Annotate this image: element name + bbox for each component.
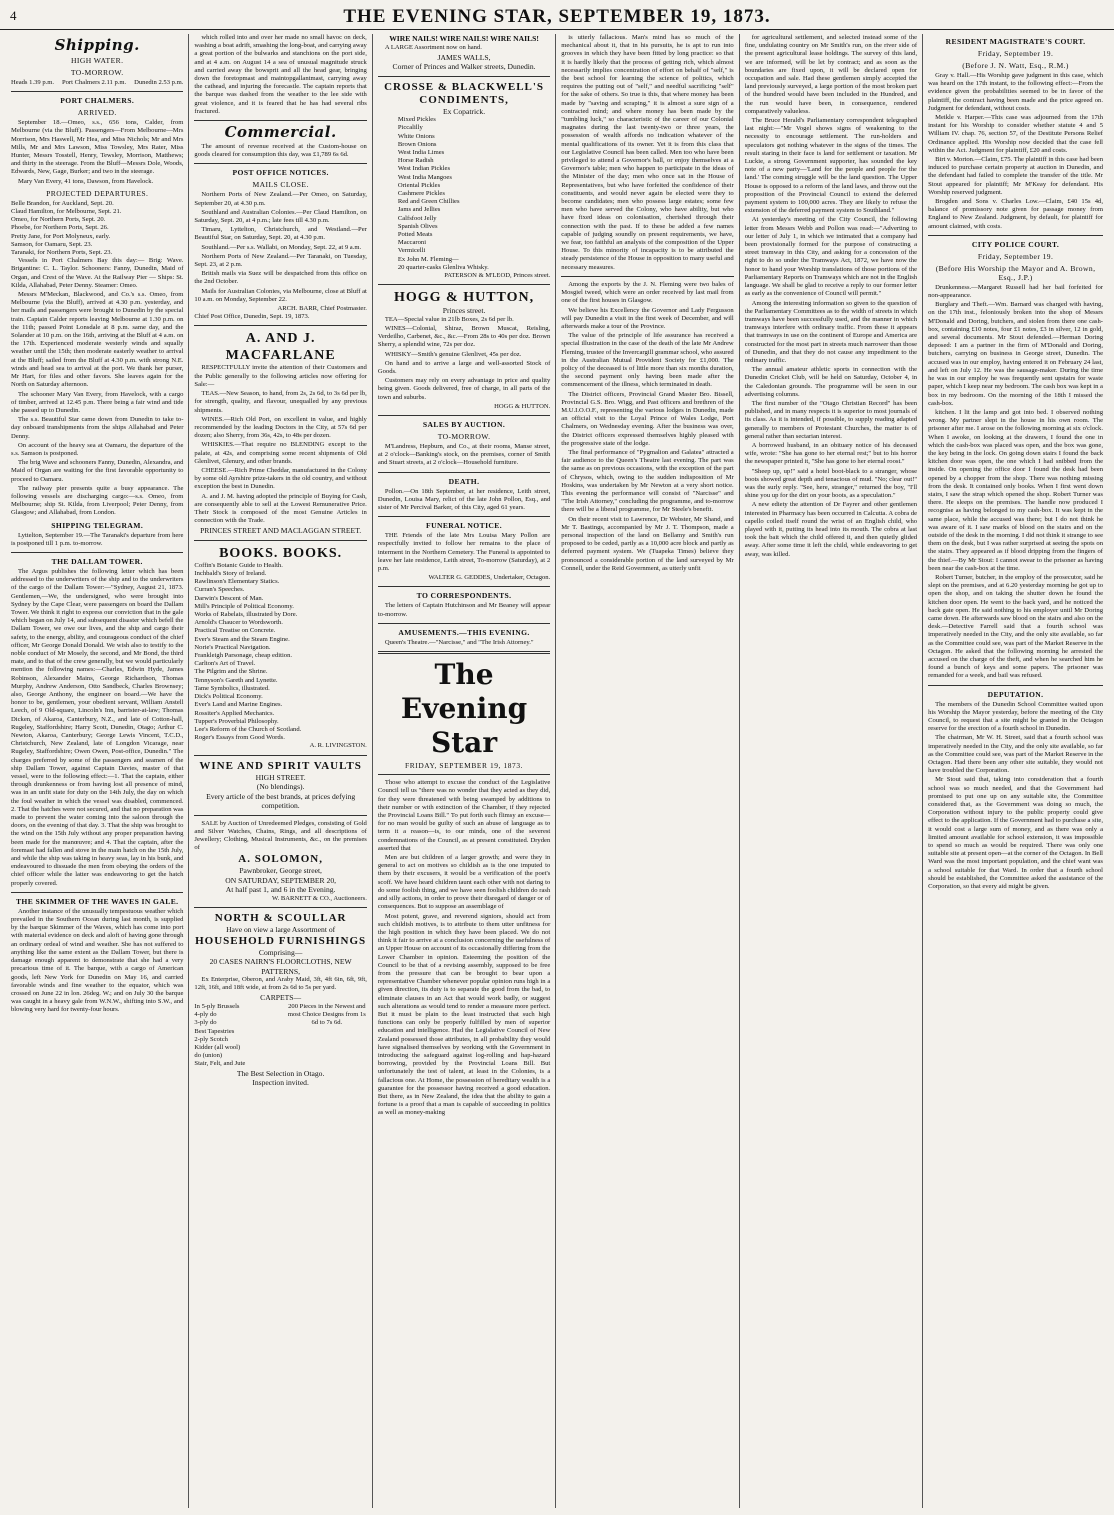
skimmer-article: Another instance of the unusually tempestuous weather which prevailed in the Southern Ocean during last month, is supplied by the barque Skimmer of the Waves, which has come into port with material evidence on deck and aloft of having gone through an ordinary ordeal of wind and weather. She has not suffered to anything like the same extent as the Dallam Tower, but there is damage enough apparent to demonstrate that she had a very precarious time of it. The barque, with a cargo of American goods, left New York for Dunedin on May 16, and carried favorable winds and fine weather to the equator, which was crossed on June 22 in lon. 26deg. W.; and on July 30 the barque was caught in a heavy gale from W.N.W., shifting into S.W., and blowing very hard for twenty-four hours.: [11, 907, 184, 1014]
book-4: Curran's Speeches.: [194, 586, 245, 594]
police-court-bench: (Before His Worship the Mayor and A. Brown, Esq., J.P.): [935, 263, 1096, 282]
carpet-7: do (union): [194, 1052, 223, 1060]
dallam-tower-heading: THE DALLAM TOWER.: [51, 556, 143, 566]
departure-5: Pretty Jane, for Port Molyneux, early.: [11, 232, 111, 240]
correspondents-note: The letters of Captain Hutchinson and Mr Beaney will appear to-morrow.: [377, 602, 551, 618]
columns: [6, 34, 1108, 1508]
auctioneers-signature: W. BARNETT & CO., Auctioneers.: [271, 894, 367, 902]
undertaker-signature: WALTER G. GEDDES, Undertaker, Octagon.: [428, 574, 551, 582]
amusements-heading: AMUSEMENTS.—THIS EVENING.: [398, 627, 530, 637]
condiment-13: Calfsfoot Jelly: [397, 214, 437, 222]
condiment-list: [378, 116, 550, 272]
rm-case-4: Brogden and Sons v. Charles Low.—Claim, £40 15s 4d, balance of promissory note given for passage money from England to New Zealand. Judgment, by default, for plaintiff for amount claimed, with costs.: [928, 198, 1103, 230]
book-17: Dick's Political Economy.: [194, 693, 263, 701]
divider: [194, 120, 366, 121]
books-signature: A. R. LIVINGSTON.: [309, 742, 367, 750]
mail-notice-7: Mails for Australian Colonies, via Melbourne, close at Bluff at 10 a.m. on Monday, September 22.: [194, 287, 367, 303]
book-15: Tennyson's Gareth and Lynette.: [194, 676, 278, 684]
sales-by-auction-day: TO-MORROW.: [437, 432, 491, 441]
sales-by-auction-text: M'Landress, Hepburn, and Co., at their rooms, Manse street, at 2 o'clock—Banking's stock, on the premises, corner of Smith and Stuart streets, at 2 o'clock—Household furniture.: [377, 443, 551, 467]
divider: [928, 235, 1103, 236]
news-item-10: Among the interesting information so given to the question of the Parliamentary Committees as to the width of streets in which tramways have been successfully used, and the manner in which tramways interfere with ordinary traffic. From these it appears that tramways in use on the continent of Europe and America are constructed for the most part in streets much narrower than those of Dunedin, and that they do not cause any impediment to the ordinary traffic.: [744, 299, 918, 364]
james-walls: JAMES WALLS,: [437, 52, 491, 62]
wine-vaults-text: Every article of the best brands, at prices defying competition.: [206, 791, 356, 811]
deputation-heading: DEPUTATION.: [987, 689, 1044, 699]
police-case-1: Drunkenness.—Margaret Russell had her bail forfeited for non-appearance.: [928, 283, 1103, 300]
book-16: Tame Symbolics, illustrated.: [194, 684, 270, 692]
death-heading: DEATH.: [448, 476, 480, 486]
news-item-6: On their recent visit to Lawrence, Dr Webster, Mr Shand, and Mr T. Bastings, accompanied by Mr J. T. Thompson, made a personal inspection of the land on Bellamy and Smith's run proposed to be ceded, partly as a 10,000 acre block and partly as deferred payment system. We (Tuapeka Times) believe they pronounced a considerable portion of the land surveyed by Mr Connell, under the Reid Government, as utterly unfit: [561, 515, 734, 572]
carpet-3: 3-ply do: [194, 1019, 217, 1027]
tide-table: [11, 79, 183, 87]
north-scoullar-title: NORTH & SCOULLAR: [214, 912, 347, 925]
divider: [194, 815, 366, 816]
hogg-wines: WINES—Colonial, Shiraz, Brown Muscat, Reisling, Verdeilho, Carbenet, &c., &c.—From 28s to 40s per doz. Brown Sherry, a splendid wine, 72s per doz.: [377, 324, 551, 349]
news-item-2: We believe his Excellency the Governor and Lady Fergusson will pay Dunedin a visit in the first week of December, and will afterwards make a tour of the Province.: [561, 306, 734, 330]
divider: [11, 892, 183, 893]
condiment-9: Oriental Pickles: [397, 181, 441, 189]
carpets-block: [194, 1003, 366, 1069]
condiment-7: West Indian Pickles: [397, 165, 451, 173]
skimmer-continued: which rolled into and over her made no small havoc on deck, washing a boat adrift, smashing the long-boat, and carrying away a great portion of the bulwarks and stanchions on the port side, and at 4 a.m. on August 14 a sea of unusual magnitude struck and carried away the bowsprit and all the head gear, bringing down the foretopmast and maintopgallantmast, carrying away the cathead, and injuring the forecastle. The captain reports that the barque was dashed from the weather to the lee side with great violence, and it is feared that he has had several ribs fractured.: [194, 34, 367, 115]
book-11: Norie's Practical Navigation.: [194, 643, 271, 651]
masthead-title: THE EVENING STAR, SEPTEMBER 19, 1873.: [343, 6, 771, 27]
skimmer-heading: THE SKIMMER OF THE WAVES IN GALE.: [15, 896, 179, 906]
mail-notice-3: Timaru, Lyttelton, Christchurch, and Westland.—Per Beautiful Star, on Saturday, Sept. 20, at 4.30 p.m.: [194, 226, 367, 242]
news-item-15: A new ediety the attention of Dr Fayrer and other gentlemen interested in Pharmacy has been occurred in Calcutta. A cobra de capello coiled itself round the wrist of an English child, who played with it, putting its head into its mouth. The cobra at last took the bait which the child offered it, and then quietly glided away. After some time it left the child, while endeavoring to get away, was killed.: [744, 501, 918, 558]
household-furnishings: HOUSEHOLD FURNISHINGS: [195, 934, 367, 947]
editorial-para-1: Those who attempt to excuse the conduct of the Legislative Council tell us "there was no wonder that they acted as they did, for they were threatened with being swamped by additions to their number or with extinction of the Chamber, if they rejected the Provincial Loans Bill." To put forth such flimsy an excuse—for no man would be guilty of such an abuse of language as to term it a reason—is, to our minds, one of the severest condemnations of the Council, as at present constituted. Dryden asserted that: [377, 779, 551, 852]
carpet-2: 4-ply do: [194, 1011, 217, 1019]
news-item-7: for agricultural settlement, and selected instead some of the fine, undulating country on Mr Smith's run, on the river side of the present agricultural lease holdings. The survey of this land, we are informed, will be let by contract; and as soon as the boundaries are fixed upon, it will be declared open for occupation and sale. Had these gentlemen simply accepted the land previously surveyed, a large portion of the most broken part of the hundred would have been included in the Hundred, and the run would have been, in consequence, rendered comparatively valueless.: [744, 34, 918, 115]
mail-notice-1: Northern Ports of New Zealand.—Per Omeo, on Saturday, September 20, at 4.30 p.m.: [194, 191, 367, 207]
condiment-10: Cashmere Pickles: [397, 190, 445, 198]
book-3: Rawlinson's Elementary Statics.: [194, 578, 280, 586]
comprising: Comprising—: [258, 947, 303, 957]
carpet-4: Best Tapestries: [194, 1027, 235, 1035]
book-21: Lee's Reform of the Church of Scotland.: [194, 725, 302, 733]
police-court-date: Friday, September 19.: [977, 251, 1054, 261]
book-14: The Pilgrim and the Shrine.: [194, 668, 268, 676]
police-case-continued-2: Robert Turner, butcher, in the employ of the prosecutor, said he slept on the premises, and at 6.20 yesterday morning he got up to open the shop, and on taking the shutter down he found the kitchen door open. He went to the back yard, and he noticed the back gate open. He said nothing to his employer until Mr Doring came down. He afterwards saw blood on the stairs and also on the desk.—Detective Farrell said that a fourth school was imperatively needed in the City, and the only site available, so far as the Committee could see, was part of the Market Reserve in the Octagon. He asked that the following morning he arrested the accused on the charge of the theft, and when he searched him he found a bunch of keys and some papers. The prisoner was remanded for a week, and bail was refused.: [928, 573, 1103, 680]
macfarlane-wines: WINES.—Rich Old Port, on excellent in value, and highly recommended by the leading Doctors in the City, at 57s 6d per dozen; also Sherry, from 36s, 42s, to 48s per dozen.: [194, 415, 367, 440]
north-scoullar-intro: Have on view a large Assortment of: [226, 925, 336, 935]
news-item-12: The first number of the "Otago Christian Record" has been published, and in many respects it is superior to most journals of its class. As it is intended, if possible, to supply reading adapted generally to members of Protestant Churches, the matter is of general rather than sectarian interest.: [744, 399, 918, 440]
book-7: Works of Rabelais, illustrated by Dore.: [194, 611, 298, 619]
departure-2: Claud Hamilton, for Melbourne, Sept. 21.: [11, 208, 122, 216]
editorial-continued: is utterly fallacious. Man's mind has so much of the mechanical about it, that in his pursuits, he is apt to run into grooves in which they have been fitted by long practice: so that it is hardly likely that the process of getting rich, which almost necessarily implies concentration of effort on behalf of "self," is the best school for learning the science of politics, which requires the putting out of "self," and needful sacrificing "self" for the sake of others. So true is this, that where money has been made by "saving and scraping," it is almost a sure sign of a contracted mind; and where money has been made by the "tumbling luck," so characteristic of the career of our Colonial magnates during the last twenty-two or three years, the possession of wealth affords no indication whatever of the mental qualifications of its owner. Yet it is from this class that our Legislative Council has been called. Men too who have been privileged to attend a Governor's ball, or enjoy themselves at a Governor's table; men who happen to participate in the ideas of the Minister of the day; men who once sat in the House of Representatives, but who have forfeited the confidence of their constituents, and would never again be elected were they to become candidates; men who possess large estates; some few men who have served the Colony, who have ability, but who have fixed ideas on colonisation, cherished through their connection with the past. If to these be added a few names capable of judging soundly on present requirements, we have, we fear, too faithful an analysis of the composition of the Upper House. To this minority of incapacity is to be attributed the steady persistence of the House in opposition to many useful and necessary measures.: [561, 34, 734, 271]
wine-vaults-street: HIGH STREET.: [255, 772, 306, 782]
macfarlane-ad-title: A. AND J. MACFARLANE: [225, 331, 336, 364]
deputation-para-2: The chairman, Mr W. H. Street, said that a fourth school was imperatively needed in the City, and the only site available, so far as the Committee could see, was part of the Market Reserve in the Octagon. Had there been any other site suitable, they would not have troubled the Corporation.: [928, 734, 1103, 775]
book-20: Tupper's Proverbial Philosophy.: [194, 717, 279, 725]
macfarlane-address: PRINCES STREET AND MACLAGGAN STREET.: [200, 526, 362, 536]
book-5: Darwin's Descent of Man.: [194, 594, 264, 602]
evening-star-nameplate: The Evening Star: [400, 658, 528, 760]
shipping-para-3: The s.s. Beautiful Star came down from Dunedin to take to-day onboard transhipments from the ships Allahabad and Peter Denny.: [11, 416, 184, 440]
condiment-5: West India Limes: [397, 149, 445, 157]
shipping-heading: Shipping.: [54, 36, 140, 54]
wine-vaults-title: WINE AND SPIRIT VAULTS: [199, 759, 362, 772]
arrival-mary-van-every: Mary Van Every, 41 tons, Dawson, from Havelock.: [18, 177, 154, 185]
divider: [378, 415, 550, 416]
post-office-heading: POST OFFICE NOTICES.: [232, 168, 329, 178]
book-22: Roger's Essays from Good Words.: [194, 734, 285, 742]
editorial-para-2: Men are but children of a larger growth; and were they in general to act on motives so childish as is the one imputed to them by their excusers, it would be a verification of the poet's scoff. We have heard children taunt each other with not daring to do some foolish thing, and we have seen foolish children do rash and silly actions, in order to prove their disregard of danger or of consequences. But to suppose an assemblage of: [377, 854, 551, 911]
condiment-1: Mixed Pickles: [397, 116, 436, 124]
hogg-stock: On hand and to arrive a large and well-assorted Stock of Goods.: [377, 359, 551, 375]
condiment-19: 20 quarter-casks Glenliva Whisky.: [397, 263, 489, 271]
shipping-para-6: The railway pier presents quite a busy appearance. The following vessels are discharging cargo:—s.s. Omeo, from Melbourne; ship St. Kilda, from Liverpool; Peter Denny, from Glasgow; and Allahabad, from London.: [11, 484, 184, 517]
tide-dunedin: Dunedin 2.53 p.m.: [134, 79, 184, 86]
shipping-telegram: Lyttelton, September 19.—The Taranaki's departure from here is postponed till 1 p.m. to-morrow.: [11, 531, 184, 547]
crosse-blackwell-title: CROSSE & BLACKWELL'S CONDIMENTS,: [384, 80, 545, 106]
book-10: Ever's Steam and the Steam Engine.: [194, 635, 290, 643]
condiment-16: Maccaroni: [397, 239, 427, 247]
hogg-customers: Customers may rely on every advantage in price and quality being given. Goods delivered, free of charge, in all parts of the town and suburbs.: [377, 377, 551, 401]
mail-notice-5: Northern Ports of New Zealand.—Per Taranaki, on Tuesday, Sept. 23, at 2 p.m.: [194, 252, 367, 269]
commercial-heading: Commercial.: [224, 123, 337, 142]
auction-sale-text: SALE by Auction of Unredeemed Pledges, consisting of Gold and Silver Watches, Chains, Rings, and all descriptions of Jewellery; Clothing, Musical Instruments, &c., on the premises of: [194, 819, 367, 852]
book-19: Rossiter's Applied Mechanics.: [194, 709, 275, 717]
police-case-continued: kitchen. I lit the lamp and got into bed. I observed nothing wrong. My partner slept in the house in his own room. The prisoner after me. I arose on the following morning at six o'clock. When I awoke, on looking at the drawers, I found the one in which the cash-box was placed was open, and the box was gone, the key being in the lock. On going down stairs I found the back kitchen door was open, the one which I had snibbed from the inside. On opening the office door I found the desk had been opened by a chopper from the shop. There was nothing missing from the desk. It contained only books. When I first went down stairs, I saw the strap which opened the shop. Robert Turner was there. He sleeps on the premises. The handle now produced I recognise as having belonged to my cash-box. It was kept in the same place, while the accused was there; but I do not think he was aware of it. I saw marks of blood on the stairs and on the outside of the desk in the morning. I did not think it strange to see them on the desk, but I was rather surprised at seeing the spots on the stairs. They appeared as if blood dripping from the fingers of the thief.—By Mr Stout: I cannot swear to the prisoner as having been near the cash-box at the time.: [928, 408, 1103, 572]
divider: [561, 276, 733, 277]
rm-court-bench: (Before J. N. Watt, Esq., R.M.): [962, 61, 1069, 70]
rm-case-1: Gray v. Hall.—His Worship gave judgment in this case, which was heard on the 17th instant, to the following effect:—From the evidence given the probabilities seemed to be in favor of the plaintiff, the contract having been made and the price agreed on. Judgment for defendant, without costs.: [928, 72, 1103, 112]
mail-notice-4: Southland.—Per s.s. Wallabi, on Monday, Sept. 22, at 9 a.m.: [201, 243, 362, 251]
rm-court-date: Friday, September 19.: [977, 49, 1054, 58]
book-18: Ever's Land and Marine Engines.: [194, 701, 283, 709]
news-item-11: The annual amateur athletic sports in connection with the Dunedin Cricket Club, will be held on Saturday, October 4, in the Caledonian grounds. The programme will be seen in our advertising columns.: [744, 366, 918, 398]
rm-court-heading: RESIDENT MAGISTRATE'S COURT.: [945, 37, 1086, 46]
shipping-para-2: The schooner Mary Van Every, from Havelock, with a cargo of timber, arrived at 12.45 p.m. There being a fair wind and tide she passed up to Dunedin.: [11, 390, 184, 414]
divider: [378, 76, 550, 77]
condiment-8: West India Mangoes: [397, 173, 452, 181]
hogg-whisky: WHISKY—Smith's genuine Glenlivet, 45s per doz.: [384, 350, 522, 358]
news-item-3: The value of the principle of life assurance has received a special illustration in the case of the death of the late Mr Andrew Fleming, trustee of the Invercargill grammar school, who assured in the Australian Mutual Provident Society for £1,000. The policy of the deceased is of little more than six months duration, the second payment only having been made after the commencement of the illness, which terminated in death.: [561, 332, 734, 389]
condiment-18: Ex John M. Fleming—: [397, 255, 459, 263]
shipping-para-4: On account of the heavy sea at Oamaru, the departure of the s.s. Samson is postponed.: [11, 441, 184, 457]
book-9: Practical Treatise on Concrete.: [194, 627, 276, 635]
crosse-blackwell-ship: Ex Copatrick.: [442, 106, 486, 116]
news-item-1: Among the exports by the J. N. Fleming were two bales of Mosgiel tweed, which were an order received by last mail from one of the first houses in Glasgow.: [561, 280, 734, 305]
post-office-footer: Chief Post Office, Dunedin, Sept. 19, 1873.: [194, 313, 310, 321]
shipping-para-1: Messrs M'Meckan, Blackwood, and Co.'s s.s. Omeo, from Melbourne (via the Bluff), arrived at 4.30 p.m. yesterday, and her mails and passengers were brought to Dunedin by the special train. Captain Calder reports leaving Melbourne at 1.30 p.m. on the 11th; passed Point Lonsdale at 8 p.m. same day, and the Solander at 10 p.m. on the 16th, arriving at the Bluff at 4 a.m. on the 17th. Experienced moderate westerly winds and squally weather until the 15th; then moderate easterly weather to arrival at the Bluff; sailed from the Bluff at 4.30 p.m. with strong N.E. winds and head sea to arrival at the port. We thank her purser, Mr Hart, for files and other favors. She leaves again for the North on Saturday afternoon.: [11, 291, 184, 389]
projected-departures-heading: PROJECTED DEPARTURES.: [46, 188, 149, 198]
floorcloths: 20 CASES NAIRN'S FLOORCLOTHS, NEW PATTERNS,: [209, 957, 352, 976]
divider: [378, 472, 550, 473]
hogg-tea: TEA—Special value in 21lb Boxes, 2s 6d per lb.: [384, 315, 514, 323]
condiment-4: Brown Onions: [397, 140, 437, 148]
tide-port-chalmers: Port Chalmers 2.11 p.m.: [61, 79, 127, 86]
wine-vaults-note: (No blendings).: [256, 782, 305, 792]
high-water-heading: HIGH WATER.: [71, 56, 124, 65]
column-6: [923, 34, 1108, 1508]
amusements-note: Queen's Theatre.—"Narcisse," and "The Irish Attorney.": [384, 638, 534, 646]
macfarlane-intro: RESPECTFULLY invite the attention of their Customers and the Public generally to the following articles now offering for Sale:—: [194, 364, 367, 388]
deputation-para-1: The members of the Dunedin School Committee waited upon his Worship the Mayor yesterday, before the meeting of the City Council, to request that a site might be granted in the Octagon reserve for the erection of a fourth school in Dunedin.: [928, 700, 1103, 733]
hogg-hutton-title: HOGG & HUTTON,: [393, 290, 535, 306]
news-item-5: The final performance of "Pygmalion and Galatea" attracted a fair audience to the Queen's Theatre last evening. The part was the same as on previous occasions, with the exception of the part of Chrysos, which, owing to the sudden indisposition of Mr Hoskins, was undertaken by Mr Newton at a very short notice. This evening the performance will consist of "Narcisse" and "The Irish Attorney," concluding the programme, and to-morrow there will be a liberal programme, for Mr Steele's benefit.: [561, 448, 734, 514]
solomon-address: Pawnbroker, George street,: [239, 866, 322, 876]
condiment-2: Piccalilly: [397, 124, 423, 132]
condiment-14: Spanish Olives: [397, 222, 438, 230]
macfarlane-teas: TEAS.—New Season, to hand, from 2s, 2s 6d, to 3s 6d per lb, for strength, quality, and flavour, unequalled by any previous shipments.: [194, 390, 367, 414]
port-chalmers-heading: PORT CHALMERS.: [60, 96, 135, 106]
shipping-telegram-heading: SHIPPING TELEGRAM.: [51, 520, 144, 530]
divider: [11, 91, 183, 92]
rm-case-2: Meikle v. Harper.—This case was adjourned from the 17th instant for his Worship to consider whether statute 4 and 5 William IV. chap. 76, section 57, of the Destitute Persons Relief Ordinance applied. His Worship now decided that the case fell within the Act. Judgment for plaintiff, £20 and costs.: [928, 114, 1103, 154]
condiment-17: Vermicelli: [397, 247, 426, 255]
deputation-para-3: Mr Stout said that, taking into consideration that a fourth school was so much needed, and that the Government had promised to put one up on any suitable site, the Committee considered that, as the Government was doing so much, the Corporation without injury to the public property could give effect to the application. If the Government had to purchase a site, it would cost a large sum of money, and as there was only a limited amount available for school extension, it was impossible to spend so much as would be required. There was only one suitable site at present open—at the corner of the Octagon. In Bell Ward was the most important population, and the chief want was a school suitable for that Ward. In order that a fourth school should be established, the Committee asked the assistance of the Corporation, so that every aid might be given.: [928, 776, 1103, 891]
postmaster-signature: ARCH. BARR, Chief Postmaster.: [277, 305, 367, 313]
macfarlane-whiskies: WHISKIES.—That require no BLENDING except to the palate, at 42s, and comprising some recent shipments of Old Glenlivet, Glenury, and other brands.: [194, 441, 367, 465]
divider: [11, 552, 183, 553]
shipping-para-5: The brig Wave and schooners Fanny, Dunedin, Alexandra, and Maid of Organ are waiting for the first favorable opportunity to proceed to Oamaru.: [11, 459, 184, 483]
divider: [378, 516, 550, 517]
column-5: [740, 34, 923, 1508]
customs-revenue: The amount of revenue received at the Custom-house on goods cleared for consumption this day, was £1,789 6s 6d.: [194, 143, 367, 159]
news-item-8: The Bruce Herald's Parliamentary correspondent telegraphed last night:—"Mr Vogel shows signs of weakening to the necessity to encourage settlement. The run-holders and speculators got nothing whatever in the signs of the times. The result staring in their face is land for settlement or taxation. Mr Luckie, a strong Government supporter, has sounded the key note of a new party—'Land for the people and people for the land.' The coming struggle will be the land question. The Upper House is opposed to a reform of the land laws, and throw out the proposition of the Provincial Council to extend the deferred payment system to 100,000 acres. They are likely to refuse the extension of the deferred payment system to Southland.": [744, 117, 918, 215]
column-1: [6, 34, 189, 1508]
police-court-heading: CITY POLICE COURT.: [971, 239, 1060, 249]
book-12: Frankleigh Parsonage, cheap edition.: [194, 652, 293, 660]
column-2: [189, 34, 372, 1508]
macfarlane-terms: A. and J. M. having adopted the principle of Buying for Cash, are consequently able to sell at the Lowest Remunerative Price. Their Stock is composed of the most Genuine Articles in connection with the Trade.: [194, 492, 367, 525]
condiment-3: White Onions: [397, 132, 435, 140]
book-2: Inchbald's Story of Ireland.: [194, 570, 267, 578]
book-8: Arnold's Chaucer to Wordsworth.: [194, 619, 283, 627]
death-notice: Pollon.—On 18th September, at her residence, Leith street, Dunedin, Louisa Mary, relict of the late John Pollon, Esq., and sister of Mr Percival Barker, of this City, aged 61 years.: [377, 487, 551, 512]
carpet-pieces-note: 200 Pieces in the Newest and most Choice Designs from 1s 6d to 7s 6d.: [287, 1002, 366, 1027]
hogg-hutton-signature: HOGG & HUTTON.: [494, 402, 551, 410]
divider: [194, 907, 366, 908]
carpet-6: Kidder (all wool): [194, 1043, 241, 1051]
mail-notice-6: British mails via Suez will be despatched from this office on the 2nd October.: [194, 270, 367, 286]
page-number: 4: [10, 8, 17, 23]
divider: [378, 623, 550, 624]
book-1: Coffin's Botanic Guide to Health.: [194, 561, 283, 569]
carpets-heading: CARPETS—: [260, 993, 302, 1003]
column-4: [556, 34, 739, 1508]
departure-7: Taranaki, for Northern Ports, Sept. 23.: [11, 249, 113, 257]
high-water-day: TO-MORROW.: [70, 68, 124, 77]
condiment-15: Potted Meats: [397, 231, 433, 239]
floorcloth-sizes: Ex Enterprise, Oberon, and Araby Maid, 3ft, 4ft 6in, 6ft, 9ft, 12ft, 16ft, and 18ft wide, at from 2s 6d to 5s per yard.: [194, 976, 367, 992]
departure-3: Omeo, for Northern Ports, Sept. 20.: [11, 216, 106, 224]
condiment-11: Red and Green Chillies: [397, 198, 460, 206]
news-item-9: At yesterday's meeting of the City Council, the following letter from Messrs Webb and Pollon was read:—"Adverting to our letter of July 1, in which we intimated that a company had been provisionally formed for the purpose of constructing a street tramway in this City, and asking for a concession of the right to do so under the Tramways Act, 1872, we have now the honor to hand your Worship translations of those portions of the Parliamentary Reports on Tramways which are not in the English language. We shall be glad to receive a reply to our former letter as early as the convenience of Council will permit.": [744, 216, 918, 298]
divider: [194, 755, 366, 756]
inspection-invited: Inspection invited.: [252, 1078, 309, 1088]
mails-close-heading: MAILS CLOSE.: [252, 180, 309, 190]
funeral-notice: THE Friends of the late Mrs Louisa Mary Pollon are respectfully invited to follow her remains to the place of interment in the Northern Cemetery. The Funeral is appointed to leave her late residence, Leith street, To-morrow (Saturday), at 2 p.m.: [377, 532, 551, 573]
hogg-hutton-address: Princes street.: [442, 306, 486, 316]
carpet-1: In 5-ply Brussels: [194, 1002, 240, 1010]
news-item-4: The District officers, Provincial Grand Master Bro. Bissell, Provincial G.S. Bro. Wigg, and Past officers and brethren of the M.U.I.O.O.F., representing the various lodges in Dunedin, made an official visit to the Loyal Prince of Wales Lodge, Port Chalmers, on Wednesday evening. After the business was over, the District officers expressed themselves highly pleased with the progressive state of the lodge.: [561, 390, 734, 447]
double-rule: [378, 651, 550, 654]
masthead: [0, 0, 1114, 30]
book-6: Mill's Principle of Political Economy.: [194, 602, 294, 610]
divider: [194, 540, 366, 541]
book-13: Carlton's Art of Travel.: [194, 660, 256, 668]
condiment-6: Horse Radish: [397, 157, 434, 165]
paterson-mleod-signature: PATERSON & M'LEOD, Princes street.: [444, 272, 551, 280]
sales-by-auction-heading: SALES BY AUCTION.: [422, 420, 506, 429]
divider: [378, 774, 550, 775]
solomon-time: At half past 1, and 6 in the Evening.: [225, 885, 336, 895]
solomon-date: ON SATURDAY, SEPTEMBER 20,: [225, 875, 337, 885]
best-selection: The Best Selection in Otago.: [236, 1068, 325, 1078]
carpet-list: [194, 1003, 245, 1069]
column-3: [373, 34, 556, 1508]
news-item-14: "Sheep up, up!" said a hotel boot-black to a stranger, whose boots showed great depth and tenacious of mud. "No; clear out!" was the surly reply. "See, here, stranger," returned the boy, "I'll shine you up for the dirt on your boots, as a speculation.": [744, 467, 918, 500]
mail-notice-2: Southland and Australian Colonies.—Per Claud Hamilton, on Saturday, Sept. 20, at 4 p.m.; late fees till 4.30 p.m.: [194, 208, 367, 225]
wire-nails-title: WIRE NAILS! WIRE NAILS! WIRE NAILS!: [389, 34, 539, 43]
departure-1: Belle Brandon, for Auckland, Sept. 20.: [11, 199, 114, 207]
tide-heads: Heads 1.39 p.m.: [11, 79, 55, 86]
solomon-name: A. SOLOMON,: [238, 853, 323, 866]
macfarlane-cheese: CHEESE.—Rich Prime Cheddar, manufactured in the Colony by some old Ayrshire prize-takers in the old country, and without exception the best in Dunedin.: [194, 466, 367, 491]
police-case-2: Burglary and Theft.—Wm. Barnard was charged with having, on the 17th inst., feloniously broken into the shop of Messrs M'Donald and Doring, butchers, and stolen from there one cash-box, containing £10 notes, four £1 notes, £3 in silver, 12 in gold, and several documents. Mr Stout defended.—Herman Doring deposed: I am a partner in the firm of M'Donald and Doring, butchers, carrying on business in George street, Dunedin. The accused was in our employ, having entered it on February 24 last, and left on July 12. He was the sausage-maker. During the time he was in our employ he was frequently sent upstairs for waste paper, which I keep near my bedroom. The cash box was kept in a box in my bedroom. On the morning of the 18th I missed the cash-box.: [928, 301, 1103, 407]
divider: [378, 284, 550, 285]
editorial-dateline: FRIDAY, SEPTEMBER 19, 1873.: [405, 761, 524, 771]
editorial-para-3: Most potent, grave, and reverend signiors, should act from such childish motives, is to attribute to them utter unfitness for the high position in which they have been placed. We do not think it fair to arrive at a conclusion concerning the usefulness of an Upper House on account of its occasionally differing from the Lower Chamber in opinion. Esteeming the position of the Council to be that of a revising assembly, supposed to be free from the pressure that can be brought to bear upon a representative Chamber whenever popular opinion runs high in a given direction, its duty is to separate the good from the bad, to eliminate clauses in an Act that would work badly, or suggest such alterations as would tend to render a measure more perfect. But it must be plain to the least instructed that such high functions can only be properly fulfilled by men of superior education and intelligence. Had the Legislative Council of New Zealand possessed those attributes, in all probability they would have signalised themselves by working with the Government in introducing the safeguard against log-rolling and hap-hazard borrowing, provided by the Provincial Loans Bill. But unfortunately the test of talent, at least in the Colonies, is a fallacious one. At Home, the possession of hereditary wealth is a guarantee for the possessor having received a good education. But there, as in New Zealand, the idea that the ability to gain a fortune is a proof that a man is capable of succeeding in politics as well as money-making: [377, 912, 551, 1117]
books-ad-title: BOOKS. BOOKS.: [219, 545, 343, 561]
carpet-8: Stair, Felt, and Jute: [194, 1060, 246, 1068]
divider: [194, 163, 366, 164]
funeral-notice-heading: FUNERAL NOTICE.: [426, 521, 503, 531]
vessels-in-port: Vessels in Port Chalmers Bay this day:— Brig: Wave. Brigantine: C. L. Taylor. Schooners: Fanny, Dunedin, Maid of Organ, and Crest of the Wave. At the Railway Pier — Ships: St. Kilda, Allahabad, Peter Denny. Steamer: Omeo.: [11, 257, 184, 289]
rm-case-3: Birt v. Morton.—Claim, £75. The plaintiff in this case had been induced to purchase certain property at auction in Dunedin, and the defendant had failed to complete the transfer of the title. Mr Stout appeared for plaintiff; Mr M'Keay for defendant. His Worship reserved judgment.: [928, 156, 1103, 196]
james-walls-address: Corner of Princes and Walker streets, Dunedin.: [392, 62, 536, 72]
arrived-heading: ARRIVED.: [77, 108, 117, 118]
correspondents-heading: TO CORRESPONDENTS.: [416, 591, 512, 601]
divider: [194, 325, 366, 326]
arrival-omeo: September 18.—Omeo, s.s., 656 tons, Calder, from Melbourne (via the Bluff). Passengers—From Melbourne—Mrs Morrison, Mrs Haswell, Mr Hea, and Miss Nichols; Mr and Mrs Mills, Mr and Mrs Lawson, Miss Towsley, Mrs Rater, Miss Hunter, Messrs Tosstell, Henry, Tewsley, Morrison, Matthews; and thirty in the steerage. From the Bluff—Messrs Dole, Woods, Edwards, New, Gage, Burker; and two in the steerage.: [11, 119, 184, 176]
carpet-5: 2-ply Scotch: [194, 1035, 228, 1043]
departure-6: Samson, for Oamaru, Sept. 23.: [11, 240, 93, 248]
dallam-tower-article: The Argus publishes the following letter which has been addressed to the underwriters of the ship and to the underwriters of the cargo of the Dallam Tower:—"Sydney, August 21, 1873. Gentlemen,—We, the undersigned, who were brought into Sydney by the Cape Clear, were passengers on board the Dallam Tower. We think it right to express our conviction that in the gale which began on July 14, and subsequent disaster which befell the Dallam Tower, we owe our lives, and the ship and cargo their safety, to the energy, ability, and courageous conduct of the chief officer, Mr George Donald Donald. We wish also to testify to the noble conduct of Mr Mosely, the second, and Mr Bond, the third mate, and to that of the crew generally, but we would particularly mention the following names:—Charles, Edwin Hyde, James Robinson, Alexander Mains, George Richardson, Thomas Murphy, Andrew Anderson, Otto Sandbeck, Charles Brownsey; also, George Anthony, the engineer on board.—We have the honor to be, gentlemen, your obedient servant, William Anstell Leech, of 9 Old-square, Lincoln's Inn, barrister-at-law; Thomas Dicken, of Akaroa, Canterbury, N.Z., and late of Cotton-hall, Rugeley, Staffordshire; Harry Scott, Dunedin, Otago; Arthur C. Newton, Akaroa, Canterbury; George Lewis Vincent, T.C.D., Christchurch, New Zealand, late of Longdon Vicarage, near Rugeley, Staffordshire; Owen Owen, Post-office, Dunedin." The charges preferred by some of the passengers and seamen of the ship Dallam Tower, against Captain Davies, master of that vessel, were to the following effect:—1. That the captain, either through drunkenness or from having lost all presence of mind, was in an unfit state for duty on the 14th July, the day on which the foul weather in which the vessel was disabled, commenced. 2. That the hatches were not secured, and that no preparation was made to prevent the water coming into the saloon through the doors, on the evening of that day. 3. That the ship was brought to the wind on the 15th July without any proper preparation having been made for the manœuvre; and 4. That the captain, after the foremast had fallen and stove in the main hatch on the 15th July, and while the ship was taking in heavy seas, lay in his bunk, and endeavoured to dissuade the men from obeying the orders of the chief officer while the latter was endeavoring to get the hatch properly covered.: [11, 567, 184, 887]
divider: [928, 685, 1103, 686]
condiment-12: Jams and Jellies: [397, 206, 441, 214]
wire-nails-text: A LARGE Assortment now on hand.: [384, 43, 482, 51]
divider: [378, 586, 550, 587]
news-item-13: A borrowed husband, in an obituary notice of his deceased wife, wrote: "She has gone to her eternal rest;" but to his horror the newspaper printed it, "She has gone to her eternal roost.": [744, 441, 918, 466]
departure-4: Phoebe, for Northern Ports, Sept. 26.: [11, 224, 109, 232]
